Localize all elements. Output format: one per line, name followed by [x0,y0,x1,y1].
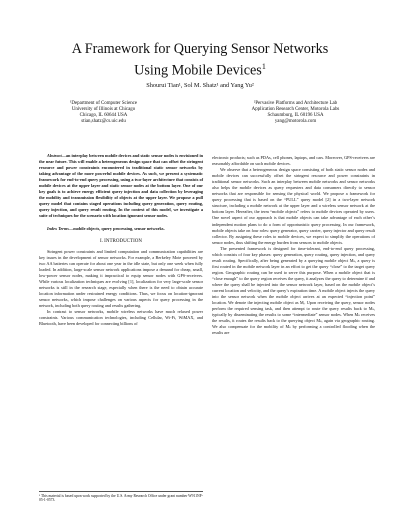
index-terms [39,226,203,232]
affiliation-right-line: Application Research Center, Motorola Labs [251,107,340,113]
body-paragraph: Stringent power constraints and limited computation and communication capabilities are key issues in the development of sensor networks. For example, a Berkeley Mote powered by two AA batteries can operate for about one year in the idle state, but only one week when fully loaded. In addition, large-scale sensor network applications impose a demand for cheap, small, low-power sensor nodes, making it impractical to equip sensor nodes with GPS-receivers. While various localization techniques are evolving [1], localization for very large-scale sensor networks is still in the research stage, especially when there is the need to obtain accurate location information under restrained energy conditions. Thus, we focus on location-ignorant sensor networks, which impose challenges on various aspects for query processing in the network, including both query routing and results gathering. [39,248,203,309]
affiliation-right-email: yang@motorola.com [274,119,317,125]
section-heading-introduction: I. INTRODUCTION [100,238,142,244]
left-column [39,153,203,327]
author-list: Shourui Tian¹, Sol M. Shatz¹ and Yang Yu² [146,82,254,89]
footnote: ¹ This material is based upon work supported by the U.S. Army Research Office under grant number W911NF-05-1-0573. [39,491,203,503]
affiliation-left-line: ¹Department of Computer Science [69,101,138,106]
abstract-label: Abstract [47,153,62,158]
affiliation-right [213,101,378,125]
abstract-text: —an interplay between mobile devices and static sensor nodes is envisioned in the near future. This will enable a heterogeneous design space that can offset the stringent resource and power constraints encountered in traditional static sensor networks by taking advantage of the more powerful mobile devices. As such, we present a systematic framework for end-to-end query processing, using a two-layer architecture that consists of mobile devices at the upper layer and static sensor nodes at the bottom layer. One of our key goals is to achieve energy efficient query injection and data collection by leveraging the mobility and transmission flexibility of objects at the upper layer. We propose a pull query model that contains staged operations including query generation, query routing, query injection, and query result routing. In the context of this model, we investigate a suite of techniques for the scenario with location ignorant sensor nodes. [39,153,203,219]
right-column [212,155,375,336]
title-line-2: Using Mobile Devices [134,62,262,79]
body-paragraph: The presented framework is designed for time-tolerant, end-to-end query processing, which consists of four key phases: query generation, query routing, query injection, and query result routing. Specifically, after being generated by a querying mobile object Mₛ, a query is first routed in the mobile network layer in an effort to get the query “close” to the target query region. Geographic routing can be used to serve this purpose. When a mobile object that is “close enough” to the query region receives the query, it analyzes the query to determine if and where the query shall be injected into the sensor network layer, based on the mobile object’s current location and velocity, and the query’s expiration time. A mobile object injects the query into the sensor network when the mobile object arrives at an expected “injection point” location. We denote the injecting mobile object as Mᵢ. Upon receiving the query, sensor nodes perform the required sensing task, and then attempt to route the query results back to Mₛ, typically by disseminating the results to some “intermediate” sensor nodes. When Mₛ receives the results, it routes the results back to the querying object Mₛ, again via geographic routing. We also compensate for the mobility of Mₛ by performing a controlled flooding when the results are [212,245,375,336]
body-paragraph: We observe that a heterogeneous design space consisting of both static sensor nodes and mobile devices can successfully offset the stringent resource and power constraints in traditional sensor networks. Such an interplay between mobile networks and sensor networks also helps the mobile devices as query requesters and data consumers directly to sensor networks that are responsible for sensing the physical world. We propose a framework for query processing that is based on the “PULL” query model [2] in a two-layer network structure, including a mobile network at the upper layer and a wireless sensor network at the bottom layer. Hereafter, the term “mobile objects” refers to mobile devices operated by users. One novel aspect of our approach is that mobile objects can take advantage of each other’s independent motion plans to do a form of opportunistic query processing. In our framework, mobile objects take on four roles: query generator, query carrier, query injector and query result collector. By assigning these roles to mobile devices, we expect to simplify the operations of sensor nodes, thus shifting the energy burden from sensors to mobile objects. [212,167,375,245]
affiliation-left-line: Chicago, IL 60644 USA [79,113,128,119]
body-paragraph: electronic products; such as PDAs, cell phones, laptops, and cars. Moreover, GPS-receivers are reasonably affordable on such mobile devices. [212,155,375,167]
index-terms-text: —mobile objects, query processing, sensor networks. [68,225,165,231]
index-terms-label: Index Terms [47,225,69,231]
title-footnote-mark: 1 [261,62,266,71]
body-paragraph: In contrast to sensor networks, mobile wireless networks have much relaxed power constraints. Various communication technologies, including Cellular, Wi-Fi, WiMAX, and Bluetooth, have been developed for connecting billions of [39,309,203,327]
affiliation-left-line: University of Illinois at Chicago [71,107,136,113]
affiliation-left-email: stian,shatz@cs.uic.edu [81,119,126,125]
abstract [39,153,203,220]
title-line-1: A Framework for Querying Sensor Networks [71,41,329,57]
affiliation-right-line: ²Pervasive Platforms and Architecture Lab [253,101,338,106]
paper-title [20,40,380,80]
affiliation-left [21,101,186,125]
affiliation-right-line: Schaumburg, IL 60196 USA [267,113,324,119]
